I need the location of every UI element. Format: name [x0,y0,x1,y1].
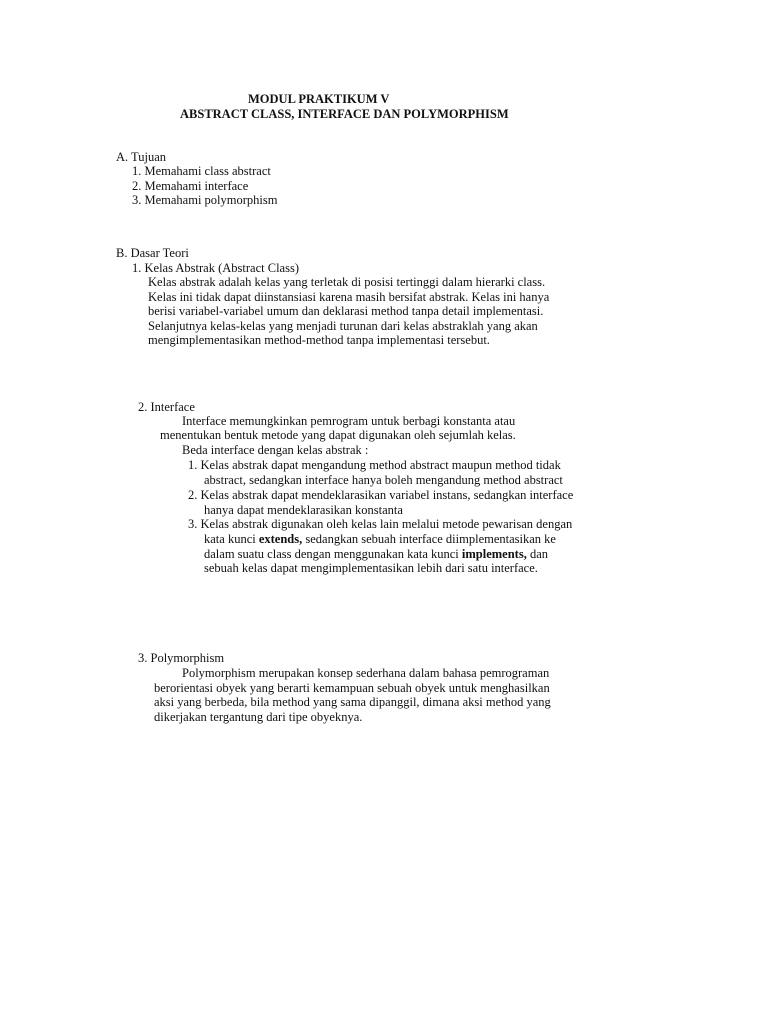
section-a-item: 3. Memahami polymorphism [132,193,278,207]
subsection-3-heading: 3. Polymorphism [138,651,225,665]
list-item-line: 2. Kelas abstrak dapat mendeklarasikan variabel instans, sedangkan interface [188,488,574,502]
text-run: dan [526,547,549,561]
section-b-heading: B. Dasar Teori [116,246,189,260]
paragraph-line: berisi variabel-variabel umum dan deklarasi method tanpa detail implementasi. [148,304,544,318]
paragraph-line: Kelas ini tidak dapat diinstansiasi karena masih bersifat abstrak. Kelas ini hanya [148,290,550,304]
list-item-line: abstract, sedangkan interface hanya boleh mengandung method abstract [204,473,563,487]
paragraph-line: mengimplementasikan method-method tanpa implementasi tersebut. [148,333,490,347]
list-item-line: hanya dapat mendeklarasikan konstanta [204,503,403,517]
section-a-item: 2. Memahami interface [132,179,249,193]
list-item-line: 1. Kelas abstrak dapat mengandung method abstract maupun method tidak [188,458,561,472]
paragraph-line: Selanjutnya kelas-kelas yang menjadi turunan dari kelas abstraklah yang akan [148,319,538,333]
text-run: sedangkan sebuah interface diimplementasikan ke [302,532,556,546]
list-item-line [204,547,548,562]
paragraph-line: Kelas abstrak adalah kelas yang terletak di posisi tertinggi dalam hierarki class. [148,275,546,289]
text-run: kata kunci [204,532,259,546]
subsection-1-heading: 1. Kelas Abstrak (Abstract Class) [132,261,299,275]
paragraph-line: berorientasi obyek yang berarti kemampuan sebuah obyek untuk menghasilkan [154,681,550,695]
list-item-line [204,532,556,547]
list-item-line: sebuah kelas dapat mengimplementasikan lebih dari satu interface. [204,561,538,575]
subsection-2-heading: 2. Interface [138,400,195,414]
title-line-1: MODUL PRAKTIKUM V [248,92,390,106]
paragraph-line: Interface memungkinkan pemrogram untuk berbagi konstanta atau [182,414,516,428]
list-item-line: 3. Kelas abstrak digunakan oleh kelas lain melalui metode pewarisan dengan [188,517,573,531]
paragraph-line: aksi yang berbeda, bila method yang sama dipanggil, dimana aksi method yang [154,695,551,709]
title-line-2: ABSTRACT CLASS, INTERFACE DAN POLYMORPHISM [180,107,509,121]
section-a-item: 1. Memahami class abstract [132,164,271,178]
keyword-extends: extends, [258,532,303,546]
section-a-heading: A. Tujuan [116,150,167,164]
paragraph-line: Polymorphism merupakan konsep sederhana dalam bahasa pemrograman [182,666,550,680]
paragraph-line: menentukan bentuk metode yang dapat digunakan oleh sejumlah kelas. [160,428,516,442]
paragraph-line: Beda interface dengan kelas abstrak : [182,443,369,457]
keyword-implements: implements, [461,547,527,561]
paragraph-line: dikerjakan tergantung dari tipe obyeknya. [154,710,363,724]
text-run: dalam suatu class dengan menggunakan kata kunci [204,547,462,561]
